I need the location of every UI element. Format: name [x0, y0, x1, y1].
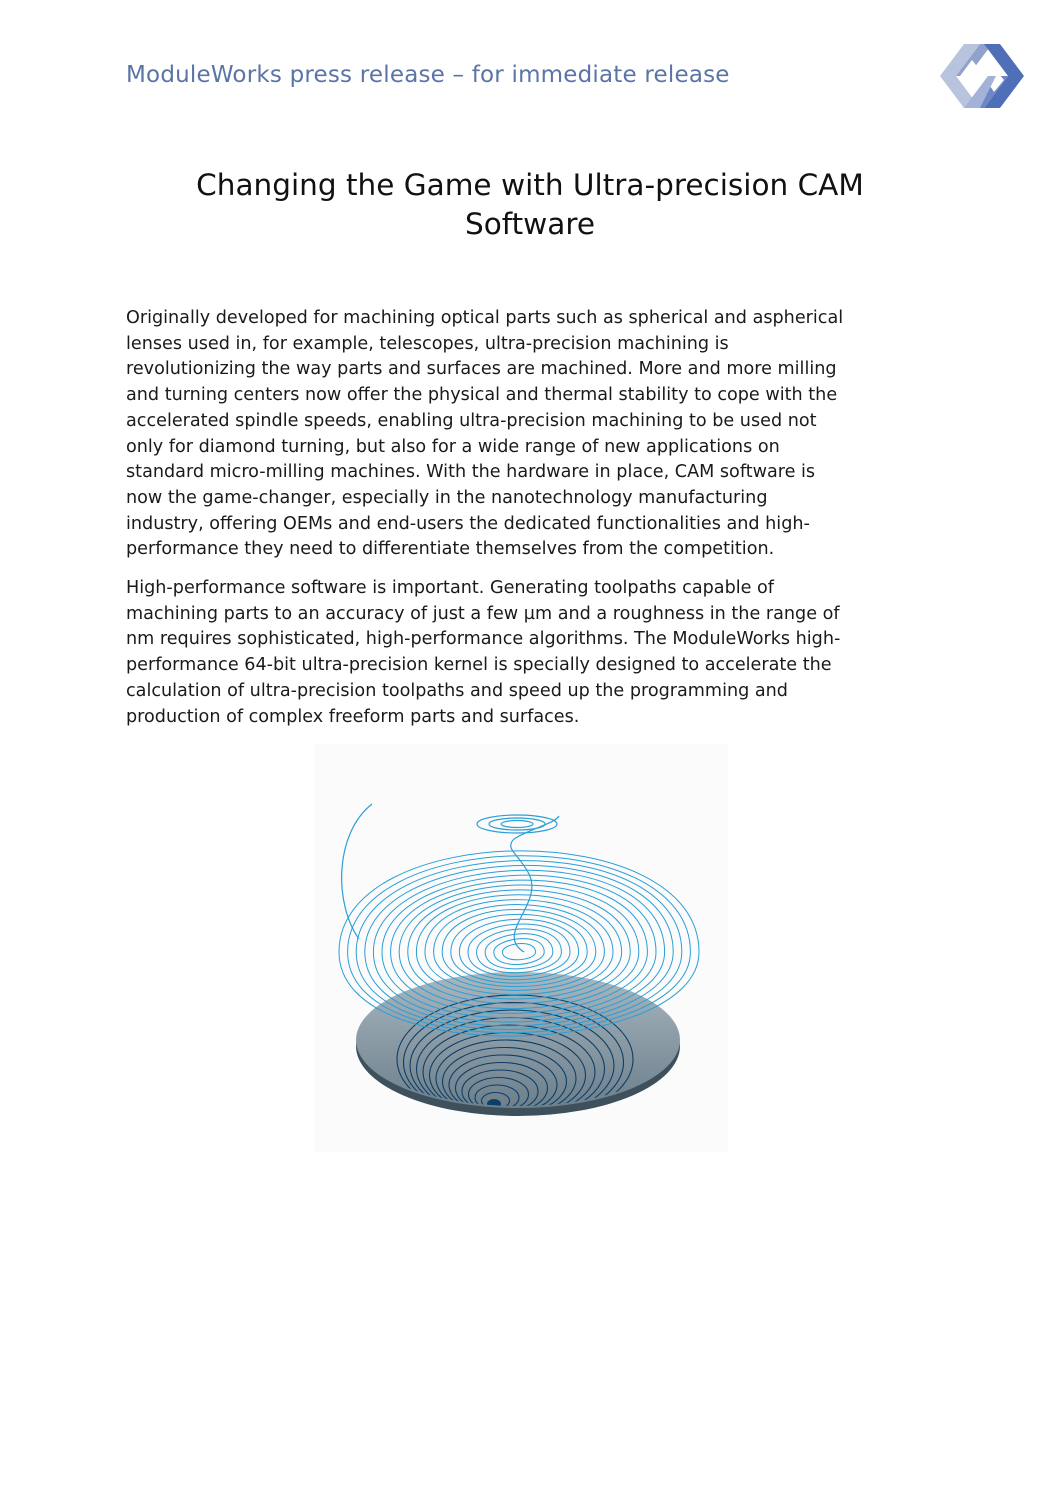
title-line: Changing the Game with Ultra-precision CAM — [196, 168, 864, 202]
toolpath-lens-illustration — [314, 744, 728, 1152]
text-line: standard micro-milling machines. With the hardware in place, CAM software is — [126, 462, 816, 483]
text-line: performance 64-bit ultra-precision kernel is specially designed to accelerate the — [126, 655, 832, 676]
toolpath-link — [511, 816, 559, 952]
paragraph-intro — [126, 306, 946, 563]
text-line: only for diamond turning, but also for a wide range of new applications on — [126, 436, 780, 457]
text-line: nm requires sophisticated, high-performance algorithms. The ModuleWorks high- — [126, 629, 841, 650]
text-line: Originally developed for machining optical parts such as spherical and aspherical — [126, 308, 844, 328]
text-line: and turning centers now offer the physical and thermal stability to cope with the — [126, 385, 838, 406]
text-line: industry, offering OEMs and end-users the dedicated functionalities and high- — [126, 513, 810, 534]
text-line: machining parts to an accuracy of just a few µm and a roughness in the range of — [126, 603, 840, 624]
toolpath-ring — [494, 939, 544, 965]
text-line: accelerated spindle speeds, enabling ultra-precision machining to be used not — [126, 410, 817, 431]
title-line: Software — [464, 207, 596, 241]
text-line: calculation of ultra-precision toolpaths and speed up the programming and — [126, 680, 788, 701]
text-line: now the game-changer, especially in the nanotechnology manufacturing — [126, 487, 768, 508]
toolpath-ring — [502, 944, 535, 960]
toolpath-ring — [477, 929, 562, 973]
text-line: revolutionizing the way parts and surfaces are machined. More and more milling — [126, 359, 837, 380]
text-line: production of complex freeform parts and surfaces. — [126, 706, 580, 727]
text-line: lenses used in, for example, telescopes, ultra-precision machining is — [126, 333, 729, 354]
moduleworks-logo — [936, 38, 1028, 114]
press-release-header: ModuleWorks press release – for immediate release — [126, 62, 730, 88]
toolpath-top-spiral — [477, 815, 557, 833]
paragraph-software — [126, 576, 946, 730]
text-line: High-performance software is important. Generating toolpaths capable of — [126, 578, 775, 598]
text-line: performance they need to differentiate themselves from the competition. — [126, 539, 775, 560]
document-title — [100, 166, 960, 244]
